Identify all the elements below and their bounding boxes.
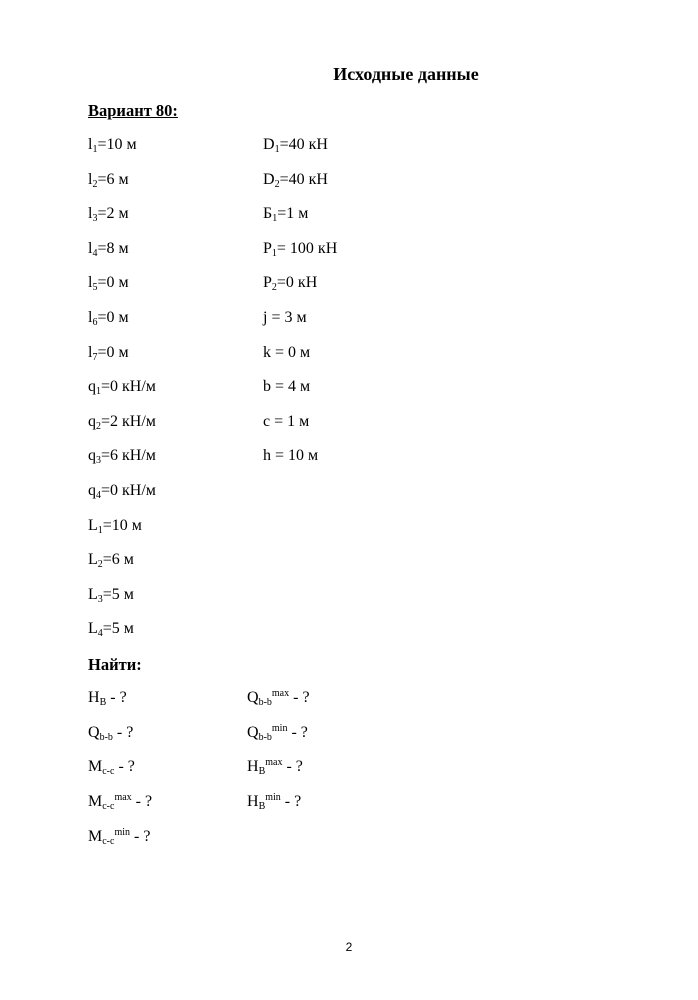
param-value: =6 м (97, 170, 129, 188)
unknown-symbol: M (88, 827, 103, 845)
param-symbol: D (263, 170, 275, 188)
unknown-superscript: max (114, 792, 132, 804)
param-row (263, 205, 308, 223)
unknown-question: - ? (131, 793, 153, 811)
param-symbol: l (88, 343, 93, 361)
unknown-subscript: b-b (99, 731, 113, 743)
param-subscript: 1 (97, 524, 103, 536)
param-row (88, 447, 156, 465)
param-row (263, 274, 317, 292)
unknown-superscript: min (271, 722, 288, 734)
param-subscript: 4 (96, 490, 101, 501)
unknown-superscript: max (271, 688, 290, 699)
unknown-question: - ? (112, 723, 134, 741)
param-subscript: 4 (97, 628, 103, 640)
param-subscript: 2 (271, 282, 277, 294)
param-subscript: 3 (92, 213, 98, 225)
param-subscript: 1 (274, 144, 280, 155)
param-value: =2 м (97, 205, 129, 223)
param-value: =2 кН/м (101, 412, 156, 430)
unknown-question: - ? (130, 827, 151, 845)
param-symbol: Б (263, 205, 273, 223)
param-value: =8 м (97, 239, 129, 257)
param-symbol: D (263, 136, 275, 153)
param-value: =40 кН (279, 170, 328, 188)
unknown-superscript: min (114, 826, 131, 838)
unknown-row (247, 724, 308, 742)
param-row (88, 586, 134, 604)
param-symbol: c = 1 м (263, 412, 310, 430)
unknown-question: - ? (287, 723, 308, 741)
param-row (88, 378, 156, 396)
param-symbol: q (88, 412, 96, 430)
param-subscript: 1 (272, 213, 278, 225)
param-row (263, 447, 318, 465)
unknown-row (88, 724, 133, 742)
unknown-question: - ? (282, 758, 303, 776)
param-subscript: 2 (92, 178, 98, 190)
unknown-superscript: min (265, 792, 281, 804)
param-symbol: l (88, 205, 93, 223)
param-row (88, 551, 134, 569)
param-symbol: l (88, 274, 93, 292)
param-symbol: P (263, 274, 272, 292)
param-value: =0 кН (276, 274, 318, 292)
param-subscript: 6 (92, 317, 98, 328)
param-subscript: 4 (92, 247, 98, 259)
param-symbol: l (88, 136, 93, 153)
param-row (88, 344, 129, 362)
param-symbol: l (88, 239, 93, 257)
param-value: =0 кН/м (101, 378, 156, 396)
unknown-symbol: Q (247, 689, 259, 706)
param-value: =10 м (102, 516, 142, 534)
param-value: =6 м (102, 551, 134, 569)
param-symbol: l (88, 309, 93, 326)
param-row (263, 378, 310, 396)
param-value: =0 кН/м (101, 482, 156, 499)
param-value: =0 м (97, 309, 129, 326)
param-symbol: q (88, 447, 96, 465)
param-row (88, 482, 156, 500)
param-row (88, 205, 129, 223)
param-symbol: j = 3 м (263, 309, 307, 326)
unknown-row (88, 689, 127, 707)
unknown-row (88, 758, 135, 776)
param-subscript: 5 (92, 282, 98, 294)
unknown-subscript: B (99, 697, 107, 708)
param-symbol: L (88, 516, 98, 534)
unknown-question: - ? (289, 689, 310, 706)
param-symbol: L (88, 585, 98, 603)
param-symbol: l (88, 170, 93, 188)
param-value: =6 кН/м (101, 447, 156, 465)
param-value: =1 м (277, 205, 309, 223)
param-subscript: 2 (274, 178, 280, 190)
param-row (263, 240, 337, 258)
param-subscript: 2 (97, 559, 103, 571)
param-value: =0 м (97, 343, 129, 361)
find-label: Найти: (88, 655, 142, 674)
unknown-subscript: c-c (102, 801, 115, 813)
param-symbol: P (263, 239, 272, 257)
unknown-question: - ? (106, 689, 127, 706)
unknown-subscript: c-c (102, 766, 115, 778)
param-row (88, 274, 129, 292)
unknown-subscript: B (258, 801, 266, 813)
param-symbol: k = 0 м (263, 343, 311, 361)
param-row (88, 240, 129, 258)
unknown-question: - ? (280, 793, 302, 811)
unknown-row (88, 828, 150, 846)
unknown-subscript: c-c (102, 835, 115, 847)
param-value: =5 м (102, 585, 134, 603)
param-row (88, 517, 142, 535)
param-symbol: L (88, 620, 98, 638)
param-subscript: 7 (92, 351, 98, 363)
unknown-question: - ? (114, 758, 135, 776)
param-subscript: 1 (96, 386, 101, 398)
param-subscript: 3 (96, 455, 101, 467)
param-symbol: L (88, 551, 98, 569)
param-row (263, 171, 328, 189)
page-title: Исходные данные (333, 64, 479, 84)
param-symbol: b = 4 м (263, 378, 311, 396)
unknown-symbol: M (88, 793, 103, 811)
param-subscript: 1 (92, 144, 98, 155)
unknown-subscript: b-b (258, 731, 272, 743)
param-row (88, 413, 156, 431)
param-row (263, 309, 307, 327)
param-subscript: 2 (96, 420, 101, 432)
param-row (88, 136, 137, 154)
param-value: =10 м (97, 136, 137, 153)
unknown-symbol: H (247, 758, 259, 776)
unknown-row (247, 758, 303, 776)
param-row (88, 620, 134, 638)
variant-label: Вариант 80: (88, 101, 178, 120)
unknown-subscript: b-b (258, 697, 272, 708)
unknown-row (88, 793, 152, 811)
unknown-symbol: Q (88, 723, 100, 741)
param-subscript: 1 (271, 247, 277, 259)
unknown-symbol: M (88, 758, 103, 776)
param-value: =40 кН (279, 136, 328, 153)
param-symbol: h = 10 м (263, 447, 319, 465)
param-value: =0 м (97, 274, 129, 292)
unknown-subscript: B (258, 766, 266, 778)
param-value: =5 м (102, 620, 134, 638)
param-symbol: q (88, 482, 96, 499)
unknown-row (247, 689, 310, 707)
unknown-symbol: Q (247, 723, 259, 741)
param-row (263, 413, 309, 431)
param-row (263, 344, 310, 362)
page-number: 2 (345, 940, 353, 954)
param-row (263, 136, 328, 154)
unknown-superscript: max (265, 757, 283, 769)
param-subscript: 3 (97, 593, 103, 605)
param-row (88, 171, 129, 189)
unknown-symbol: H (88, 689, 100, 706)
param-value: = 100 кН (276, 239, 338, 257)
param-symbol: q (88, 378, 96, 396)
unknown-symbol: H (247, 793, 259, 811)
unknown-row (247, 793, 301, 811)
param-row (88, 309, 129, 327)
